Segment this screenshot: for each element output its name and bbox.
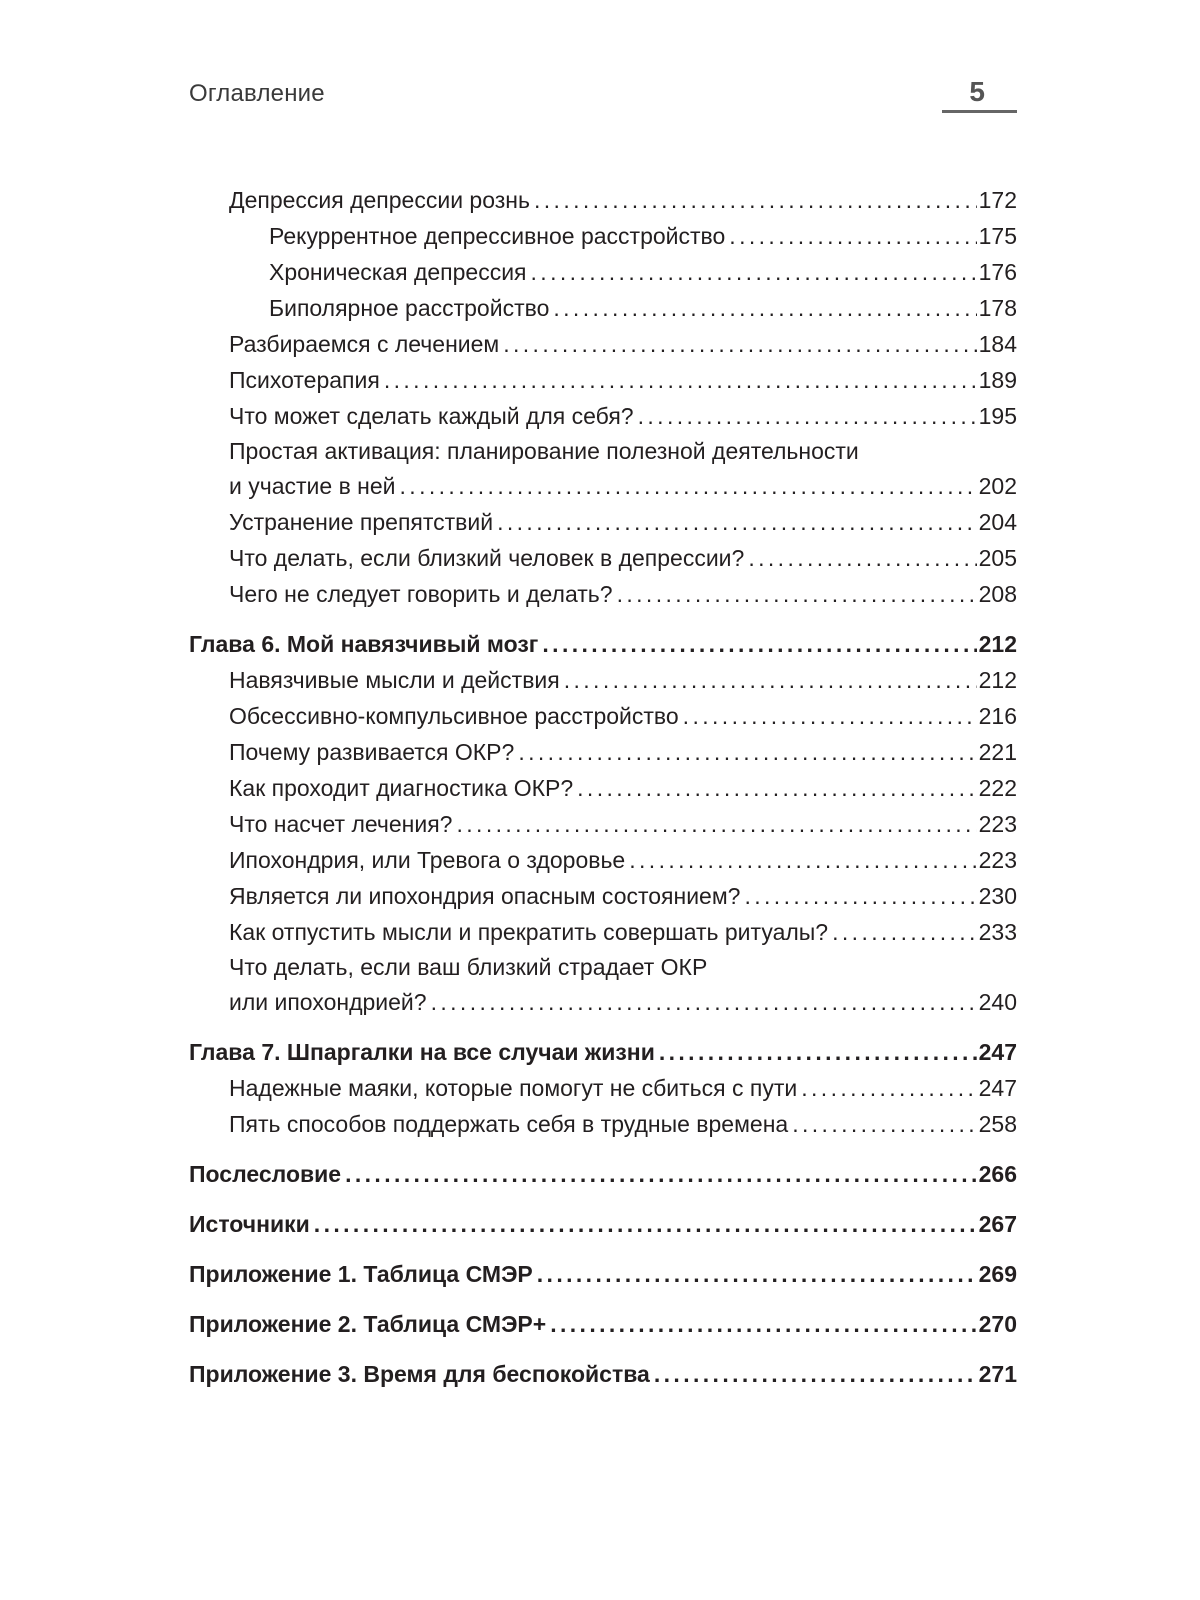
toc-entry[interactable]	[189, 662, 1017, 698]
dot-leader	[550, 1306, 976, 1342]
toc-entry-title: Приложение 1. Таблица СМЭР	[189, 1261, 533, 1287]
toc-entry-title-wrap	[229, 734, 979, 770]
toc-entry-title: Что делать, если близкий человек в депрессии?	[229, 545, 745, 571]
toc-entry-title-wrap	[229, 984, 979, 1020]
dot-leader	[801, 1070, 976, 1106]
toc-entry-title-wrap	[229, 362, 979, 398]
toc-entry-title-wrap	[229, 1070, 979, 1106]
toc-entry-title: Что насчет лечения?	[229, 811, 453, 837]
toc-entry-row[interactable]	[229, 182, 1017, 218]
toc-entry-page: 208	[978, 581, 1017, 607]
dot-leader	[314, 1206, 977, 1242]
toc-entry[interactable]	[189, 878, 1017, 914]
toc-entry-title-wrap	[229, 842, 979, 878]
toc-chapter-entry[interactable]	[189, 1356, 1017, 1392]
toc-entry-page: 216	[978, 703, 1017, 729]
toc-entry-row[interactable]	[229, 468, 1017, 504]
toc-entry-page: 269	[978, 1261, 1017, 1287]
toc-entry-row[interactable]	[269, 254, 1017, 290]
toc-entry-title-wrap	[189, 1206, 979, 1242]
toc-entry-row[interactable]	[229, 398, 1017, 434]
toc-entry-row[interactable]	[189, 1306, 1017, 1342]
toc-entry-page: 212	[978, 631, 1017, 657]
toc-entry-page: 223	[978, 847, 1017, 873]
toc-entry-title-wrap	[229, 504, 979, 540]
toc-entry-title: Почему развивается ОКР?	[229, 739, 515, 765]
toc-entry-title-wrap	[229, 540, 979, 576]
toc-entry[interactable]	[189, 290, 1017, 326]
toc-entry[interactable]	[189, 434, 1017, 504]
toc-entry-page: 172	[978, 187, 1017, 213]
header-rule	[942, 110, 1017, 113]
dot-leader	[729, 218, 976, 254]
toc-entry-title-wrap	[229, 878, 979, 914]
toc-entry-row[interactable]	[229, 1070, 1017, 1106]
toc-entry[interactable]	[189, 698, 1017, 734]
toc-entry-title: Надежные маяки, которые помогут не сбиться с пути	[229, 1075, 798, 1101]
dot-leader	[832, 914, 977, 950]
toc-entry-title-wrap	[229, 1106, 979, 1142]
toc-chapter-entry[interactable]	[189, 1034, 1017, 1070]
toc-entry-title: Как проходит диагностика ОКР?	[229, 775, 574, 801]
toc-entry-row[interactable]	[189, 1206, 1017, 1242]
toc-entry-row[interactable]	[269, 290, 1017, 326]
toc-entry-title: Разбираемся с лечением	[229, 331, 500, 357]
dot-leader	[629, 842, 976, 878]
toc-entry-page: 202	[978, 473, 1017, 499]
dot-leader	[537, 1256, 977, 1292]
toc-chapter-entry[interactable]	[189, 1206, 1017, 1242]
toc-entry-row[interactable]	[229, 734, 1017, 770]
toc-entry-page: 222	[978, 775, 1017, 801]
toc-entry-title-wrap	[229, 182, 979, 218]
toc-entry-title-wrap	[229, 770, 979, 806]
toc-entry-title: Глава 7. Шпаргалки на все случаи жизни	[189, 1039, 655, 1065]
toc-entry-page: 176	[978, 259, 1017, 285]
toc-entry-title-wrap	[229, 698, 979, 734]
toc-entry-title: Приложение 2. Таблица СМЭР+	[189, 1311, 547, 1337]
toc-entry-title: Навязчивые мысли и действия	[229, 667, 560, 693]
toc-entry-title-wrap	[269, 290, 979, 326]
toc-entry-page: 175	[978, 223, 1017, 249]
toc-entry-title-wrap	[229, 914, 979, 950]
toc-entry-title: Рекуррентное депрессивное расстройство	[269, 223, 726, 249]
toc-chapter-entry[interactable]	[189, 1256, 1017, 1292]
toc-entry[interactable]	[189, 540, 1017, 576]
toc-entry[interactable]	[189, 1070, 1017, 1106]
dot-leader	[744, 878, 976, 914]
toc-entry-page: 266	[978, 1161, 1017, 1187]
toc-entry-page: 178	[978, 295, 1017, 321]
toc-entry-page: 258	[978, 1111, 1017, 1137]
toc-chapter-entry[interactable]	[189, 1156, 1017, 1192]
toc-entry-title: Обсессивно-компульсивное расстройство	[229, 703, 679, 729]
toc-entry-title-wrap	[189, 1306, 979, 1342]
toc-entry-title: Психотерапия	[229, 367, 380, 393]
toc-entry-title-wrap	[269, 218, 979, 254]
dot-leader	[503, 326, 976, 362]
toc-entry-page: 195	[978, 403, 1017, 429]
toc-entry-row[interactable]	[189, 1356, 1017, 1392]
toc-entry-title-wrap	[229, 468, 979, 504]
toc-entry-title: и участие в ней	[229, 473, 396, 499]
toc-entry[interactable]	[189, 842, 1017, 878]
toc-entry-title-wrap	[269, 254, 979, 290]
dot-leader	[577, 770, 976, 806]
toc-entry-page: 270	[978, 1311, 1017, 1337]
toc-entry-row[interactable]	[189, 626, 1017, 662]
toc-entry[interactable]	[189, 950, 1017, 1020]
dot-leader	[617, 576, 977, 612]
toc-entry-title: Является ли ипохондрия опасным состоянием?	[229, 883, 741, 909]
dot-leader	[456, 806, 976, 842]
toc-entry-title-wrap	[229, 806, 979, 842]
toc-entry-title-line1: Что делать, если ваш близкий страдает ОКР	[229, 954, 708, 980]
toc-entry-row[interactable]	[189, 1034, 1017, 1070]
toc-entry-title-wrap	[189, 1156, 979, 1192]
toc-entry-title: Источники	[189, 1211, 310, 1237]
toc-entry[interactable]	[189, 1106, 1017, 1142]
toc-entry[interactable]	[189, 218, 1017, 254]
toc-entry-title: Депрессия депрессии рознь	[229, 187, 530, 213]
dot-leader	[638, 398, 977, 434]
toc-entry-row[interactable]	[229, 362, 1017, 398]
dot-leader	[564, 662, 977, 698]
toc-entry-row[interactable]	[229, 914, 1017, 950]
toc-entry[interactable]	[189, 254, 1017, 290]
toc-entry-page: 189	[978, 367, 1017, 393]
dot-leader	[384, 362, 977, 398]
toc-entry[interactable]	[189, 362, 1017, 398]
toc-entry-page: 230	[978, 883, 1017, 909]
toc-entry-row[interactable]	[229, 540, 1017, 576]
toc-entry[interactable]	[189, 770, 1017, 806]
toc-entry-page: 221	[978, 739, 1017, 765]
toc-entry-title-wrap	[229, 398, 979, 434]
toc-entry-row[interactable]	[229, 576, 1017, 612]
toc-entry-title-wrap	[189, 1256, 979, 1292]
toc-entry-row[interactable]	[229, 662, 1017, 698]
table-of-contents	[189, 182, 1017, 1392]
toc-entry-title: Хроническая депрессия	[269, 259, 527, 285]
toc-entry-title: Биполярное расстройство	[269, 295, 550, 321]
toc-entry[interactable]	[189, 734, 1017, 770]
toc-entry-title: Устранение препятствий	[229, 509, 494, 535]
toc-entry-page: 233	[978, 919, 1017, 945]
toc-entry-page: 240	[978, 989, 1017, 1015]
toc-entry-row[interactable]	[229, 698, 1017, 734]
toc-entry-page: 184	[978, 331, 1017, 357]
dot-leader	[792, 1106, 976, 1142]
toc-entry[interactable]	[189, 182, 1017, 218]
dot-leader	[659, 1034, 977, 1070]
dot-leader	[534, 182, 977, 218]
toc-entry-row[interactable]	[189, 1156, 1017, 1192]
toc-entry[interactable]	[189, 914, 1017, 950]
toc-entry-title-line1: Простая активация: планирование полезной деятельности	[229, 438, 859, 464]
toc-entry[interactable]	[189, 806, 1017, 842]
toc-entry-page: 267	[978, 1211, 1017, 1237]
toc-entry-title: Что может сделать каждый для себя?	[229, 403, 634, 429]
dot-leader	[683, 698, 977, 734]
dot-leader	[345, 1156, 977, 1192]
toc-entry-page: 204	[978, 509, 1017, 535]
toc-entry-title: Глава 6. Мой навязчивый мозг	[189, 631, 539, 657]
toc-entry-title: или ипохондрией?	[229, 989, 427, 1015]
toc-entry[interactable]	[189, 504, 1017, 540]
toc-entry-page: 212	[978, 667, 1017, 693]
dot-leader	[654, 1356, 977, 1392]
toc-entry-title: Как отпустить мысли и прекратить совершать ритуалы?	[229, 919, 829, 945]
dot-leader	[531, 254, 977, 290]
toc-entry-row[interactable]	[189, 1256, 1017, 1292]
running-title: Оглавление	[189, 80, 325, 107]
toc-entry-row[interactable]	[229, 984, 1017, 1020]
toc-entry-page: 247	[978, 1075, 1017, 1101]
toc-entry-title: Послесловие	[189, 1161, 342, 1187]
toc-entry[interactable]	[189, 398, 1017, 434]
toc-entry-row[interactable]	[229, 326, 1017, 362]
toc-entry-row[interactable]	[229, 842, 1017, 878]
dot-leader	[748, 540, 976, 576]
toc-entry-title-wrap	[189, 1356, 979, 1392]
toc-entry-title-wrap	[189, 626, 979, 662]
toc-entry-title-wrap	[229, 576, 979, 612]
page-number: 5	[969, 76, 985, 107]
running-header	[189, 76, 1017, 116]
toc-entry-page: 247	[978, 1039, 1017, 1065]
dot-leader	[542, 626, 976, 662]
dot-leader	[518, 734, 976, 770]
toc-entry-title: Чего не следует говорить и делать?	[229, 581, 613, 607]
toc-entry[interactable]	[189, 326, 1017, 362]
toc-entry-page: 205	[978, 545, 1017, 571]
dot-leader	[431, 984, 977, 1020]
toc-entry-row[interactable]	[229, 504, 1017, 540]
toc-chapter-entry[interactable]	[189, 626, 1017, 662]
toc-entry-row[interactable]	[229, 1106, 1017, 1142]
dot-leader	[553, 290, 976, 326]
toc-entry-row[interactable]	[269, 218, 1017, 254]
dot-leader	[400, 468, 977, 504]
toc-entry-row[interactable]	[229, 878, 1017, 914]
toc-entry-row[interactable]	[229, 806, 1017, 842]
toc-entry-page: 223	[978, 811, 1017, 837]
toc-chapter-entry[interactable]	[189, 1306, 1017, 1342]
toc-entry-title: Пять способов поддержать себя в трудные времена	[229, 1111, 789, 1137]
dot-leader	[497, 504, 977, 540]
toc-entry-title-wrap	[229, 326, 979, 362]
toc-entry-row[interactable]	[229, 770, 1017, 806]
toc-entry-title: Ипохондрия, или Тревога о здоровье	[229, 847, 626, 873]
toc-entry[interactable]	[189, 576, 1017, 612]
toc-entry-title: Приложение 3. Время для беспокойства	[189, 1361, 650, 1387]
toc-entry-title-wrap	[189, 1034, 979, 1070]
toc-entry-page: 271	[978, 1361, 1017, 1387]
toc-entry-title-wrap	[229, 662, 979, 698]
